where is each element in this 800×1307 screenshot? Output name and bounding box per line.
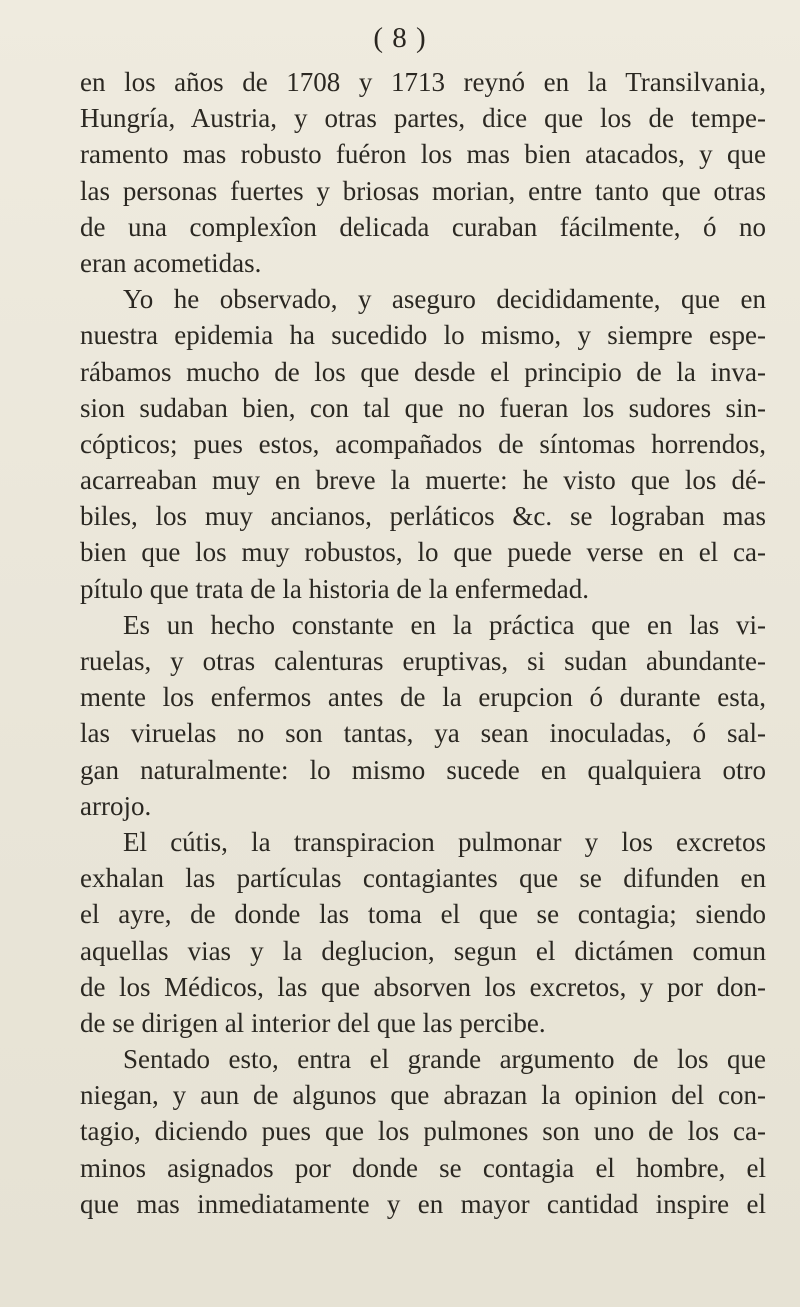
text-line: que mas inmediatamente y en mayor cantidad inspire el [80,1188,766,1219]
text-line: minos asignados por donde se contagia el hombre, el [80,1152,766,1183]
text-line: tagio, diciendo pues que los pulmones son uno de los ca- [80,1116,766,1147]
text-line: el ayre, de donde las toma el que se contagia; siendo [80,899,766,930]
text-line: en los años de 1708 y 1713 reynó en la Transilvania, [80,67,766,97]
text-line: bien que los muy robustos, lo que puede verse en el ca- [80,537,766,568]
text-line: ruelas, y otras calenturas eruptivas, si sudan abundante- [80,646,766,676]
text-line: arrojo. [80,790,152,821]
text-line: sion sudaban bien, con tal que no fueran los sudores sin- [80,392,766,423]
page-number: ( 8 ) [373,22,427,54]
text-line: nuestra epidemia ha sucedido lo mismo, y siempre espe- [80,320,766,351]
text-line: Sentado esto, entra el grande argumento de los que [123,1044,766,1075]
text-line: exhalan las partículas contagiantes que se difunden en [80,863,766,894]
text-line: mente los enfermos antes de la erupcion ó durante esta, [80,682,766,713]
text-line: gan naturalmente: lo mismo sucede en qualquiera otro [80,754,766,785]
text-line: biles, los muy ancianos, perláticos &c. se lograban mas [80,501,766,532]
text-line: rábamos mucho de los que desde el principio de la inva- [80,356,766,387]
body-text [80,64,766,1222]
text-line: las viruelas no son tantas, ya sean inoculadas, ó sal- [80,718,766,749]
text-line: acarreaban muy en breve la muerte: he visto que los dé- [80,465,766,496]
text-line: las personas fuertes y briosas morian, entre tanto que otras [80,175,766,206]
text-line: cópticos; pues estos, acompañados de síntomas horrendos, [80,428,766,459]
text-line: niegan, y aun de algunos que abrazan la opinion del con- [80,1080,766,1111]
text-line: pítulo que trata de la historia de la enfermedad. [80,573,590,604]
text-line: aquellas vias y la deglucion, segun el dictámen comun [80,935,766,966]
text-line: de se dirigen al interior del que las percibe. [80,1007,546,1038]
text-line: Hungría, Austria, y otras partes, dice que los de tempe- [80,103,766,134]
text-line: de una complexîon delicada curaban fácilmente, ó no [80,211,766,242]
text-line: eran acometidas. [80,247,262,278]
text-line: El cútis, la transpiracion pulmonar y los excretos [123,826,766,857]
text-line: de los Médicos, las que absorven los excretos, y por don- [80,971,766,1002]
text-line: ramento mas robusto fuéron los mas bien atacados, y que [80,139,766,170]
text-line: Yo he observado, y aseguro decididamente, que en [123,284,766,315]
text-line: Es un hecho constante en la práctica que en las vi- [123,609,766,640]
